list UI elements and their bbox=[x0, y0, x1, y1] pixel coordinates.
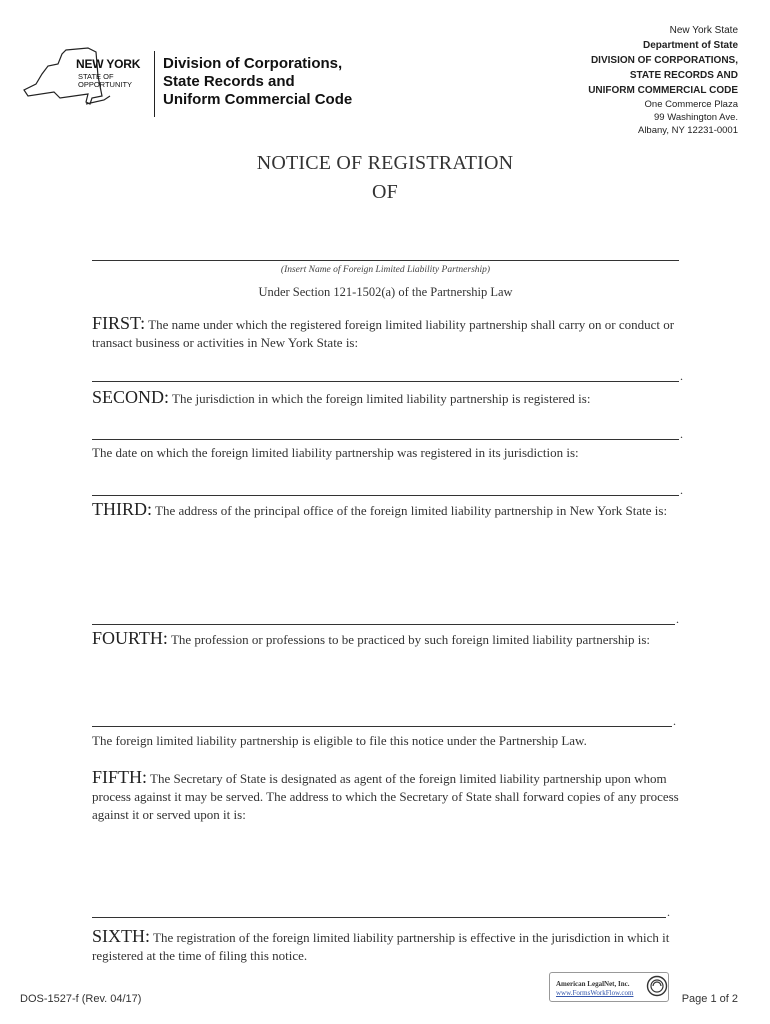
logo-tagline-line1: STATE OF bbox=[78, 72, 114, 81]
address-dept: Department of State bbox=[642, 40, 738, 51]
address-division-3: UNIFORM COMMERCIAL CODE bbox=[588, 85, 738, 96]
third-line-period: . bbox=[676, 612, 679, 626]
form-id: DOS-1527-f (Rev. 04/17) bbox=[20, 993, 142, 1005]
partnership-name-field[interactable] bbox=[92, 260, 679, 261]
date-line-period: . bbox=[680, 483, 683, 497]
section-sixth-label: SIXTH: bbox=[92, 926, 150, 946]
logo-division-line3: Uniform Commercial Code bbox=[163, 91, 353, 108]
address-street-1: One Commerce Plaza bbox=[644, 99, 738, 110]
logo-tagline-line2: OPPORTUNITY bbox=[78, 80, 133, 89]
address-street-2: 99 Washington Ave. bbox=[654, 112, 738, 123]
partnership-name-caption: (Insert Name of Foreign Limited Liability Partnership) bbox=[280, 265, 491, 275]
fourth-line-period: . bbox=[673, 714, 676, 728]
legalnet-stamp-link[interactable]: www.FormsWorkFlow.com bbox=[556, 989, 634, 997]
section-fifth-label: FIFTH: bbox=[92, 767, 148, 787]
section-fifth bbox=[92, 768, 686, 824]
section-second-text: The jurisdiction in which the foreign limited liability partnership is registered is: bbox=[169, 391, 591, 406]
logo-divider bbox=[154, 51, 155, 117]
registration-date-field[interactable] bbox=[92, 495, 679, 496]
logo-division-line1: Division of Corporations, bbox=[163, 55, 343, 72]
section-fourth-text: The profession or professions to be practiced by such foreign limited liability partnership is: bbox=[167, 632, 651, 647]
document-title-line1: NOTICE OF REGISTRATION bbox=[256, 152, 514, 174]
section-first-text: The name under which the registered foreign limited liability partnership shall carry on or conduct or transact business or activities in New York State is: bbox=[92, 317, 675, 350]
section-third bbox=[92, 500, 686, 520]
first-line-period: . bbox=[680, 369, 683, 383]
section-first-label: FIRST: bbox=[92, 313, 146, 333]
section-fifth-text: The Secretary of State is designated as agent of the foreign limited liability partnership upon whom process against it may be served. The address to which the Secretary of State shall forward copies of any process against it or served upon it is: bbox=[92, 771, 679, 822]
document-title-line2: OF bbox=[372, 181, 398, 203]
legalnet-logo-icon bbox=[646, 975, 668, 997]
registration-date-prompt: The date on which the foreign limited liability partnership was registered in its jurisdiction is: bbox=[92, 445, 579, 460]
section-fourth bbox=[92, 629, 686, 649]
section-first bbox=[92, 314, 686, 352]
section-second-label: SECOND: bbox=[92, 387, 170, 407]
section-third-text: The address of the principal office of the foreign limited liability partnership in New York State is: bbox=[152, 503, 668, 518]
section-sixth-text: The registration of the foreign limited liability partnership is effective in the jurisdiction in which it registered at the time of filing this notice. bbox=[92, 930, 670, 963]
section-sixth bbox=[92, 927, 702, 965]
first-answer-field[interactable] bbox=[92, 381, 679, 382]
logo-new-york-text: NEW YORK bbox=[76, 57, 141, 71]
logo-division-line2: State Records and bbox=[163, 73, 295, 90]
section-third-label: THIRD: bbox=[92, 499, 152, 519]
second-answer-field[interactable] bbox=[92, 439, 679, 440]
second-line-period: . bbox=[680, 427, 683, 441]
address-division-1: DIVISION OF CORPORATIONS, bbox=[590, 55, 738, 66]
logo-division-name bbox=[163, 55, 352, 109]
third-answer-field[interactable] bbox=[92, 624, 675, 625]
eligibility-statement: The foreign limited liability partnership is eligible to file this notice under the Partnership Law. bbox=[92, 733, 587, 748]
address-city: Albany, NY 12231-0001 bbox=[637, 125, 738, 136]
address-state: New York State bbox=[669, 25, 738, 36]
legalnet-stamp-name: American LegalNet, Inc. bbox=[556, 980, 630, 988]
section-fourth-label: FOURTH: bbox=[92, 628, 168, 648]
statute-reference: Under Section 121-1502(a) of the Partnership Law bbox=[258, 285, 513, 299]
fifth-answer-field[interactable] bbox=[92, 917, 666, 918]
address-division-2: STATE RECORDS AND bbox=[629, 70, 738, 81]
section-second bbox=[92, 388, 686, 408]
logo-state-tagline bbox=[78, 73, 132, 89]
fourth-answer-field[interactable] bbox=[92, 726, 672, 727]
department-address bbox=[588, 23, 738, 137]
page-number: Page 1 of 2 bbox=[681, 993, 738, 1005]
fifth-line-period: . bbox=[667, 905, 670, 919]
